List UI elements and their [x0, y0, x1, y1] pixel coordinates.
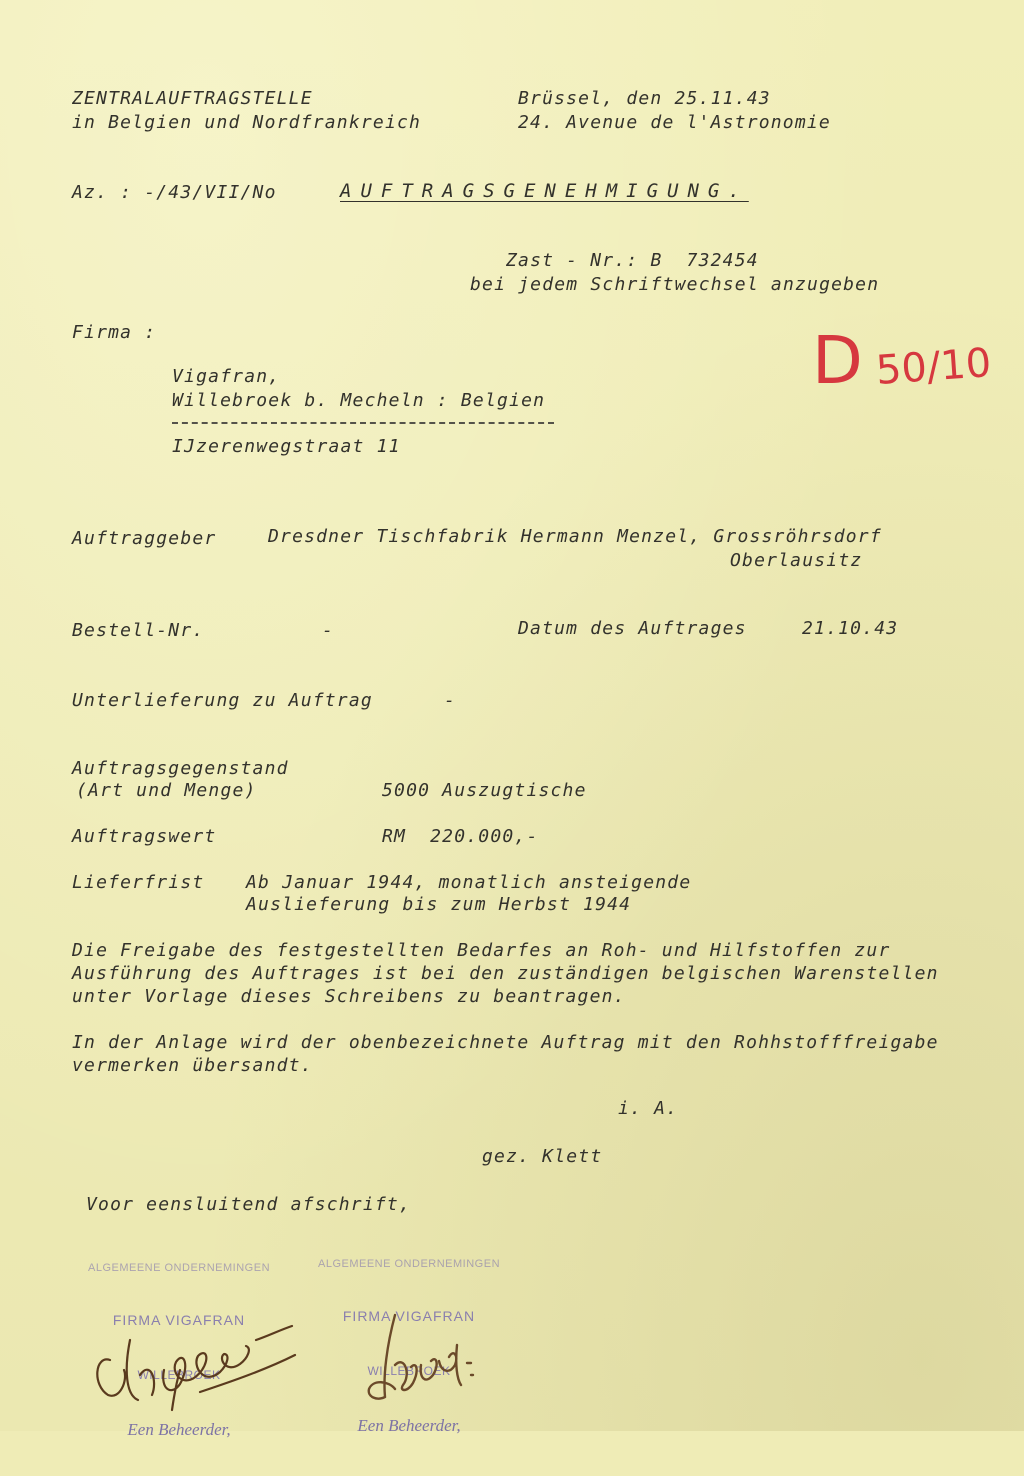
pencil-number: 50/10: [874, 340, 993, 394]
stamp-right-line4: Een Beheerder,: [357, 1416, 461, 1435]
paragraph-2-line-1: In der Anlage wird der obenbezeichnete Auftrag mit den Rohhstofffreigabe: [72, 1032, 939, 1053]
unterlieferung-label: Unterlieferung zu Auftrag: [72, 690, 373, 711]
zast-note: bei jedem Schriftwechsel anzugeben: [470, 274, 880, 295]
paragraph-1-line-3: unter Vorlage dieses Schreibens zu beantragen.: [72, 986, 626, 1007]
stamp-left-line4: Een Beheerder,: [127, 1420, 231, 1439]
bestell-value: -: [322, 620, 335, 641]
datum-value: 21.10.43: [802, 618, 899, 639]
document-title: [340, 180, 749, 202]
firma-street: IJzerenwegstraat 11: [172, 436, 401, 457]
auftragswert-value: RM 220.000,-: [382, 826, 539, 847]
lieferfrist-label: Lieferfrist: [72, 872, 205, 893]
auftraggeber-value: Dresdner Tischfabrik Hermann Menzel, Grossröhrsdorf: [268, 526, 882, 547]
copy-note: Voor eensluitend afschrift,: [86, 1194, 411, 1215]
auftraggeber-value-line2: Oberlausitz: [730, 550, 863, 571]
stamp-left-line2: FIRMA VIGAFRAN: [112, 1312, 246, 1328]
lieferfrist-value: Ab Januar 1944, monatlich ansteigende: [246, 872, 692, 893]
unterlieferung-value: -: [444, 690, 457, 711]
az-reference: Az. : -/43/VII/No: [72, 182, 277, 203]
stamp-right-line2: FIRMA VIGAFRAN: [342, 1308, 476, 1324]
firma-location: Willebroek b. Mecheln : Belgien: [172, 390, 546, 411]
bestell-label: Bestell-Nr.: [72, 620, 205, 641]
auftragswert-label: Auftragswert: [72, 826, 217, 847]
gegenstand-value: 5000 Auszugtische: [382, 780, 587, 801]
zast-number: Zast - Nr.: B 732454: [506, 250, 759, 271]
divider-dashed: [172, 422, 554, 424]
paragraph-2-line-2: vermerken übersandt.: [72, 1055, 313, 1076]
stamp-left-line3: WILLEBROEK: [137, 1368, 221, 1382]
stamp-left-line1: ALGEMEENE ONDERNEMINGEN: [87, 1262, 271, 1274]
org-name: ZENTRALAUFTRAGSTELLE: [72, 88, 313, 109]
document-title-text: AUFTRAGSGENEHMIGUNG.: [340, 180, 749, 202]
signature-left: [80, 1300, 320, 1420]
paragraph-1-line-2: Ausführung des Auftrages ist bei den zuständigen belgischen Warenstellen: [72, 963, 939, 984]
datum-label: Datum des Auftrages: [518, 618, 747, 639]
firma-name: Vigafran,: [172, 366, 281, 387]
stamp-right-line3: WILLEBROEK: [367, 1364, 451, 1378]
paragraph-1-line-1: Die Freigabe des festgestellten Bedarfes an Roh- und Hilfstoffen zur: [72, 940, 891, 961]
place-date: Brüssel, den 25.11.43: [518, 88, 771, 109]
gegenstand-label: Auftragsgegenstand: [72, 758, 289, 779]
stamp-right-line1: ALGEMEENE ONDERNEMINGEN: [317, 1258, 501, 1270]
firma-label: Firma :: [72, 322, 157, 343]
sender-address: 24. Avenue de l'Astronomie: [518, 112, 831, 133]
lieferfrist-value-line2: Auslieferung bis zum Herbst 1944: [246, 894, 632, 915]
org-region: in Belgien und Nordfrankreich: [72, 112, 422, 133]
signature-right: [355, 1305, 495, 1410]
gegenstand-sublabel: (Art und Menge): [76, 780, 257, 801]
signed-name: gez. Klett: [482, 1146, 603, 1167]
ia-line: i. A.: [618, 1098, 679, 1119]
pencil-letter: D: [812, 322, 863, 399]
auftraggeber-label: Auftraggeber: [72, 528, 217, 549]
